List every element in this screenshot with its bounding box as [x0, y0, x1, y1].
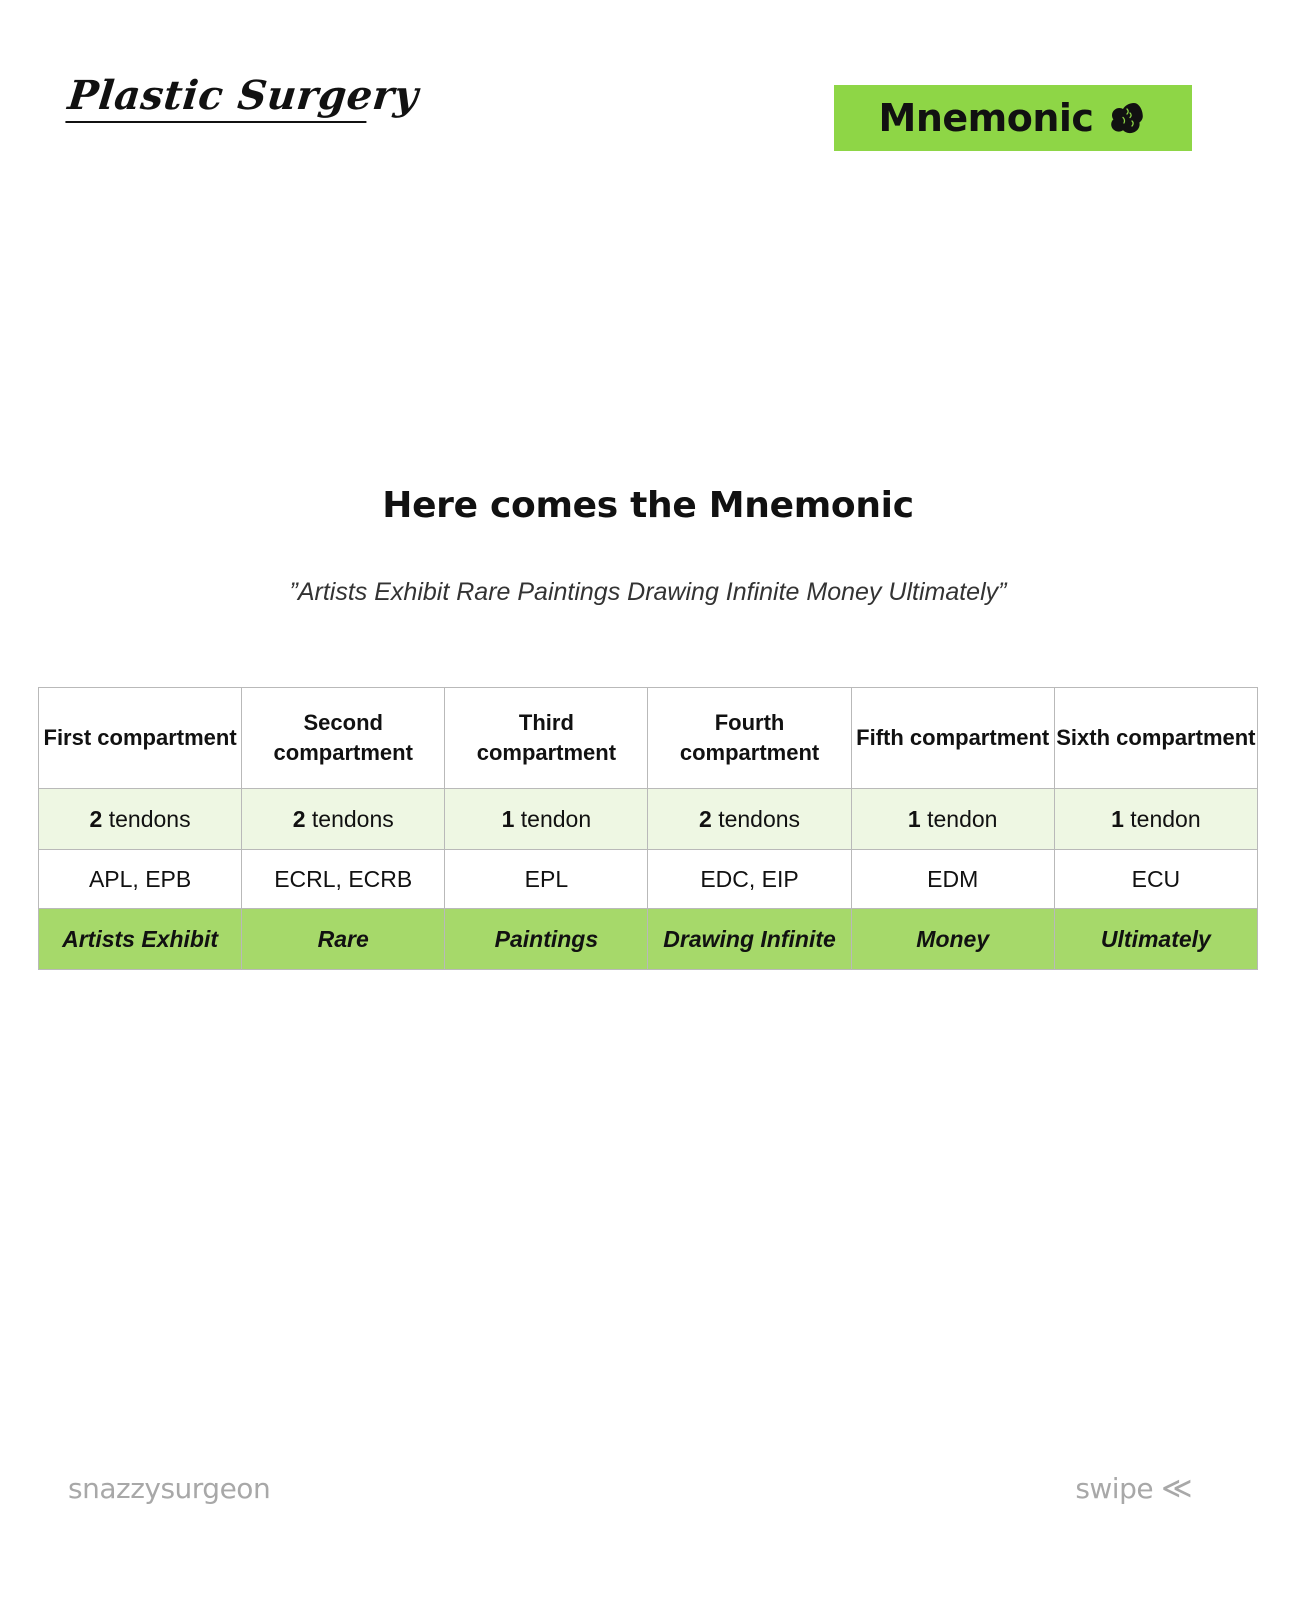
page-header	[0, 0, 1296, 180]
tendon-word-2: tendons	[311, 805, 394, 832]
table-cell-header-3: Third compartment	[445, 688, 648, 789]
brain-icon	[1107, 98, 1147, 138]
table-cell-abbr-4: EDC, EIP	[648, 850, 851, 909]
table-cell-abbr-1: APL, EPB	[39, 850, 242, 909]
table-cell-mnemonic-1: Artists Exhibit	[39, 909, 242, 970]
table-cell-header-2: Second compartment	[242, 688, 445, 789]
table-cell-abbr-5: EDM	[851, 850, 1054, 909]
mnemonic-badge	[834, 85, 1192, 151]
table-row-abbreviations	[39, 850, 1258, 909]
table-cell-mnemonic-3: Paintings	[445, 909, 648, 970]
brand-logo-underline	[65, 121, 366, 123]
tendon-word-3: tendon	[520, 805, 592, 832]
table-row-tendon-counts	[39, 789, 1258, 850]
table-cell-mnemonic-4: Drawing Infinite	[648, 909, 851, 970]
table-cell-abbr-6: ECU	[1054, 850, 1257, 909]
table-cell-header-6: Sixth compartment	[1054, 688, 1257, 789]
table-cell-tendons-4	[648, 789, 851, 850]
brand-logo	[65, 72, 420, 123]
table-cell-tendons-3	[445, 789, 648, 850]
page-title: Here comes the Mnemonic	[382, 485, 914, 526]
tendon-word-1: tendons	[108, 805, 191, 832]
author-handle: snazzysurgeon	[68, 1472, 271, 1505]
table-cell-header-1: First compartment	[39, 688, 242, 789]
brand-logo-text: Plastic Surgery	[65, 72, 421, 119]
table-cell-tendons-5	[851, 789, 1054, 850]
table-cell-mnemonic-5: Money	[851, 909, 1054, 970]
table-row-mnemonic-words	[39, 909, 1258, 970]
tendon-count-3: 1	[501, 805, 515, 832]
mnemonic-phrase: ”Artists Exhibit Rare Paintings Drawing Infinite Money Ultimately”	[289, 578, 1007, 606]
table-cell-abbr-3: EPL	[445, 850, 648, 909]
tendon-count-2: 2	[292, 805, 306, 832]
tendon-count-4: 2	[699, 805, 712, 832]
tendon-count-5: 1	[907, 805, 921, 832]
table-cell-tendons-6	[1054, 789, 1257, 850]
table-cell-mnemonic-2: Rare	[242, 909, 445, 970]
table-cell-tendons-1	[39, 789, 242, 850]
table-cell-mnemonic-6: Ultimately	[1054, 909, 1257, 970]
table-cell-header-5: Fifth compartment	[851, 688, 1054, 789]
tendon-count-6: 1	[1111, 805, 1124, 832]
tendon-word-6: tendon	[1130, 805, 1201, 832]
table-cell-abbr-2: ECRL, ECRB	[242, 850, 445, 909]
mnemonic-badge-label: Mnemonic	[878, 96, 1094, 140]
tendon-word-5: tendon	[927, 805, 998, 832]
page-footer	[0, 1472, 1296, 1532]
tendon-count-1: 2	[89, 805, 103, 832]
double-chevron-left-icon: ≪	[1161, 1470, 1192, 1506]
compartments-table-wrapper	[38, 687, 1258, 970]
table-row-headers	[39, 688, 1258, 789]
swipe-hint[interactable]	[1075, 1472, 1192, 1505]
swipe-label: swipe	[1075, 1472, 1154, 1505]
table-cell-header-4: Fourth compartment	[648, 688, 851, 789]
tendon-word-4: tendons	[718, 805, 801, 832]
compartments-table	[38, 687, 1258, 970]
table-cell-tendons-2	[242, 789, 445, 850]
